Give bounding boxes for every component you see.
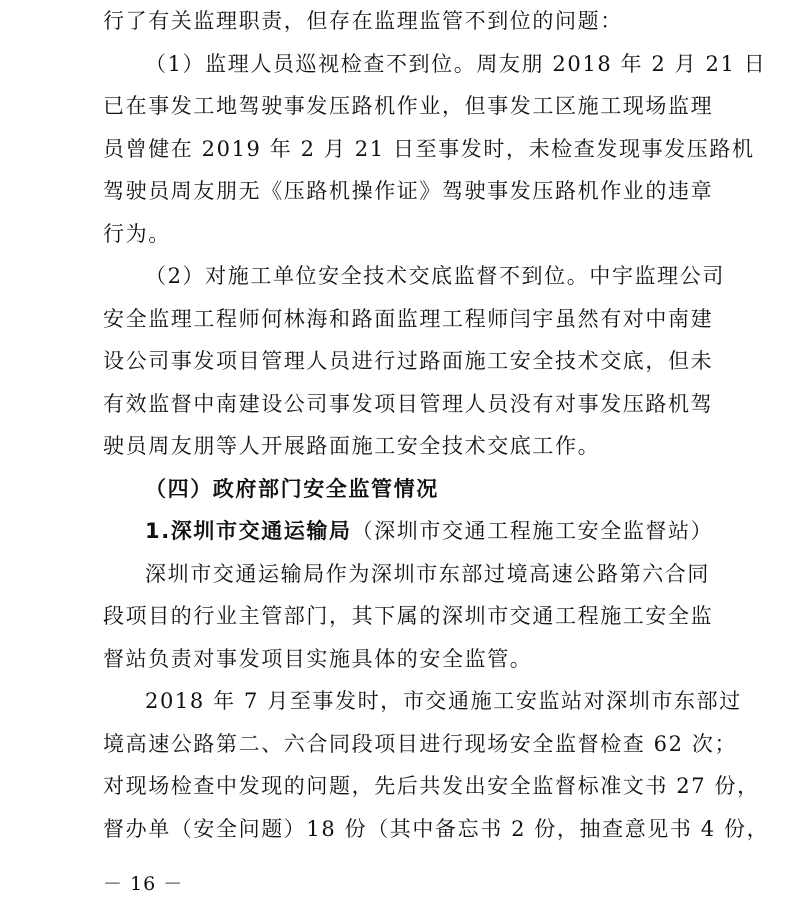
paragraph-line: （2）对施工单位安全技术交底监督不到位。中宇监理公司 bbox=[145, 264, 725, 288]
paragraph-line: 行了有关监理职责，但存在监理监管不到位的问题： bbox=[103, 9, 623, 33]
section-heading: （四）政府部门安全监管情况 bbox=[145, 476, 439, 501]
paragraph-line: 督办单（安全问题）18 份（其中备忘书 2 份，抽查意见书 4 份， bbox=[103, 816, 770, 841]
paragraph-line: 对现场检查中发现的问题，先后共发出安全监督标准文书 27 份， bbox=[103, 774, 760, 798]
paragraph-line: 安全监理工程师何林海和路面监理工程师闫宇虽然有对中南建 bbox=[103, 306, 714, 331]
paragraph-line: 已在事发工地驾驶事发压路机作业，但事发工区施工现场监理 bbox=[103, 94, 714, 118]
paragraph-line: 深圳市交通运输局作为深圳市东部过境高速公路第六合同 bbox=[145, 561, 710, 586]
page-number: － 16 － bbox=[103, 873, 184, 895]
document-body bbox=[103, 0, 770, 850]
subsection-heading bbox=[103, 510, 714, 553]
paragraph-line: 境高速公路第二、六合同段项目进行现场安全监督检查 62 次； bbox=[103, 731, 738, 756]
paragraph-line: 督站负责对事发项目实施具体的安全监管。 bbox=[103, 646, 533, 671]
subsection-heading-bold: 1.深圳市交通运输局 bbox=[145, 519, 352, 543]
paragraph-line: 2018 年 7 月至事发时，市交通施工安监站对深圳市东部过 bbox=[145, 689, 742, 713]
paragraph-line: （1）监理人员巡视检查不到位。周友朋 2018 年 2 月 21 日 bbox=[145, 51, 767, 76]
paragraph-line: 驾驶员周友朋无《压路机操作证》驾驶事发压路机作业的违章 bbox=[103, 179, 714, 203]
paragraph-line: 行为。 bbox=[103, 221, 171, 246]
paragraph-line: 段项目的行业主管部门，其下属的深圳市交通工程施工安全监 bbox=[103, 604, 714, 628]
paragraph-line: 员曾健在 2019 年 2 月 21 日至事发时，未检查发现事发压路机 bbox=[103, 136, 755, 161]
paragraph-line: 设公司事发项目管理人员进行过路面施工安全技术交底，但未 bbox=[103, 349, 714, 373]
paragraph-line: 有效监督中南建设公司事发项目管理人员没有对事发压路机驾 bbox=[103, 391, 714, 416]
subsection-heading-note: （深圳市交通工程施工安全监督站） bbox=[351, 519, 714, 543]
paragraph-line: 驶员周友朋等人开展路面施工安全技术交底工作。 bbox=[103, 434, 601, 458]
